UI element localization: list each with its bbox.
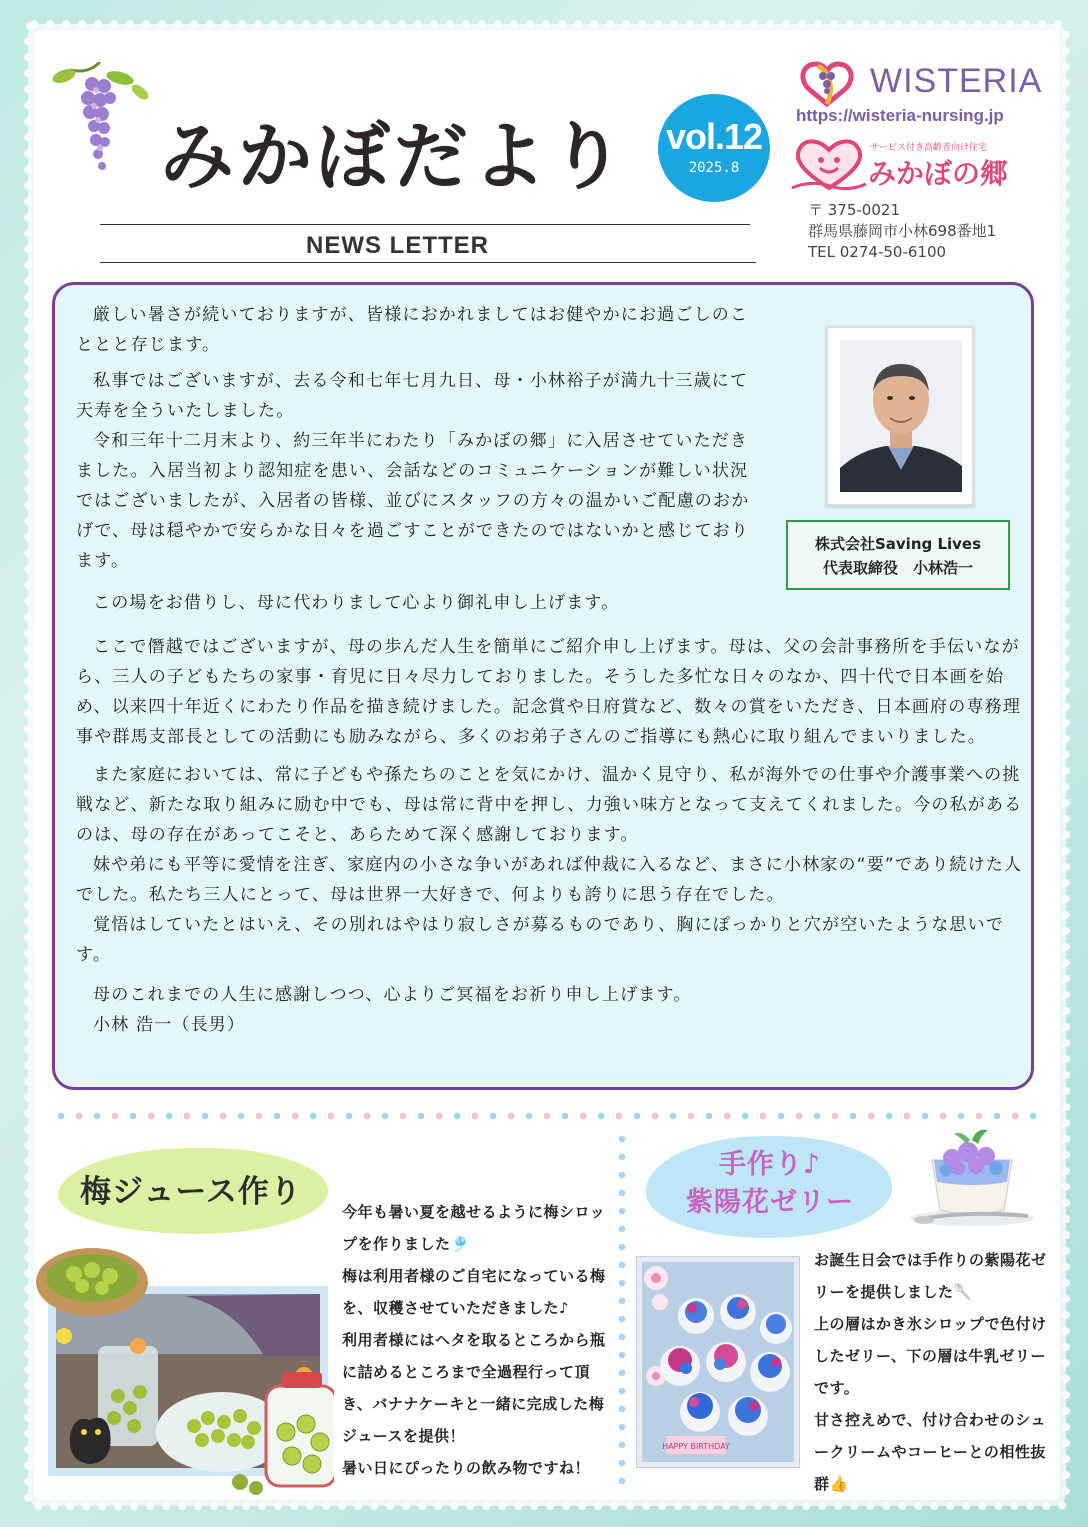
message-paragraph: 覚悟はしていたとはいえ、その別れはやはり寂しさが募るものであり、胸にぽっかりと穴が空いたような思いです。 [76, 915, 1005, 965]
street-address: 群馬県藤岡市小林698番地1 [808, 222, 997, 240]
ajisai-title-line2: 紫陽花ゼリー [686, 1187, 854, 1218]
representative-title: 代表取締役 小林浩一 [822, 559, 973, 577]
message-paragraph: 妹や弟にも平等に愛情を注ぎ、家庭内の小さな争いがあれば仲裁に入るなど、まさに小林家の“要”であり続けた人でした。私たち三人にとって、母は世界一大好きで、何よりも誇りに思う存在でした。 [76, 855, 1023, 905]
message-signature: 小林 浩一（長男） [93, 1015, 246, 1035]
message-paragraph: ここで僭越ではございますが、母の歩んだ人生を簡単にご紹介申し上げます。母は、父の会計事務所を手伝いながら、三人の子どもたちの家事・育児に日々尽力しておりました。そうした多忙な日々のなか、四十代で日本画を始め、以来四十年近くにわたり作品を描き続けました。記念賞や日府賞など、数々の賞をいただき、日本画府の専務理事や群馬支部長としての活動にも励みながら、多くのお弟子さんのご指導にも熱心に取り組んでまいりました。 [76, 637, 1022, 747]
ajisai-jelly-photo [636, 1256, 800, 1468]
ajisai-description [814, 1244, 1050, 1500]
mikabo-heart-logo-icon [790, 136, 868, 192]
message-paragraph: 母のこれまでの人生に感謝しつつ、心よりご冥福をお祈り申し上げます。 [93, 985, 692, 1005]
ume-line: 利用者様にはヘタを取るところから瓶に詰めるところまで全過程行って頂き、バナナケーキと一緒に完成した梅ジュースを提供！ [342, 1331, 606, 1445]
message-paragraph: 私事ではございますが、去る令和七年七月九日、母・小林裕子が満九十三歳にて天寿を全ういたしました。 [76, 371, 749, 421]
message-paragraph: 令和三年十二月末より、約三年半にわたり「みかぼの郷」に入居させていただきました。入居当初より認知症を患い、会話などのコミュニケーションが難しい状況ではございましたが、入居者の皆様、並びにスタッフの方々の温かいご配慮のおかげで、母は穏やかで安らかな日々を過ごすことができたのではないかと感じております。 [76, 431, 750, 571]
facility-address [808, 200, 996, 263]
ajisai-title-line1: 手作り♪ [718, 1149, 822, 1180]
signature-box [786, 520, 1010, 590]
ajisai-section-title [660, 1146, 880, 1222]
brand-name: WISTERIA [870, 62, 1043, 100]
facility-name: みかぼの郷 [868, 157, 1009, 190]
message-top [76, 300, 766, 618]
message-paragraph: この場をお借りし、母に代わりまして心より御礼申し上げます。 [93, 593, 620, 613]
ume-line: 今年も暑い夏を越せるように梅シロップを作りました🎐 [342, 1203, 606, 1253]
facility-tagline: サービス付き高齢者向け住宅 [870, 143, 988, 153]
jelly-dessert-icon [906, 1124, 1038, 1228]
message-bottom [76, 632, 1032, 1040]
phone-number: TEL 0274-50-6100 [808, 243, 947, 261]
newsletter-label: NEWS LETTER [306, 232, 489, 259]
ume-section-title: 梅ジュース作り [80, 1174, 302, 1210]
newsletter-title: みかぼだより [160, 114, 628, 200]
message-paragraph: 厳しい暑さが続いておりますが、皆様におかれましてはお健やかにお過ごしのこととと存じます。 [76, 305, 749, 355]
issue-date: 2025.8 [688, 160, 740, 176]
header-rule-top [100, 224, 750, 225]
volume-badge [658, 94, 770, 202]
portrait-frame [826, 326, 974, 506]
wisteria-flower-icon [50, 62, 150, 192]
ume-juice-photo [34, 1236, 334, 1496]
ajisai-line: お誕生日会では手作りの紫陽花ゼリーを提供しました🥄 [814, 1251, 1047, 1301]
column-divider [618, 1130, 626, 1492]
ume-line: 梅は利用者様のご自宅になっている梅を、収穫させていただきました♪ [342, 1267, 606, 1317]
message-paragraph: また家庭においては、常に子どもや孫たちのことを気にかけ、温かく見守り、私が海外での仕事や介護事業への挑戦など、新たな取り組みに励む中でも、母は常に背中を押し、力強い味方となって支えてくれました。今の私があるのは、母の存在があってこそと、あらためて深く感謝しております。 [76, 765, 1023, 845]
header-rule-bottom [100, 262, 756, 263]
wisteria-logo-icon [796, 58, 858, 108]
company-name: 株式会社Saving Lives [814, 535, 982, 553]
photo-birthday-caption: HAPPY BIRTHDAY [662, 1442, 730, 1451]
ajisai-line: 甘さ控えめで、付け合わせのシュークリームやコーヒーとの相性抜群👍 [814, 1411, 1046, 1493]
brand-url-link[interactable]: https://wisteria-nursing.jp [796, 106, 1004, 125]
ume-line: 暑い日にぴったりの飲み物ですね！ [342, 1459, 591, 1477]
volume-number: vol.12 [665, 116, 763, 157]
ajisai-line: 上の層はかき氷シロップで色付けしたゼリー、下の層は牛乳ゼリーです。 [814, 1315, 1047, 1397]
ume-description [342, 1196, 614, 1484]
postal-code: 〒 375-0021 [808, 201, 900, 219]
section-divider-accent [52, 1112, 1036, 1120]
president-portrait [840, 340, 962, 492]
